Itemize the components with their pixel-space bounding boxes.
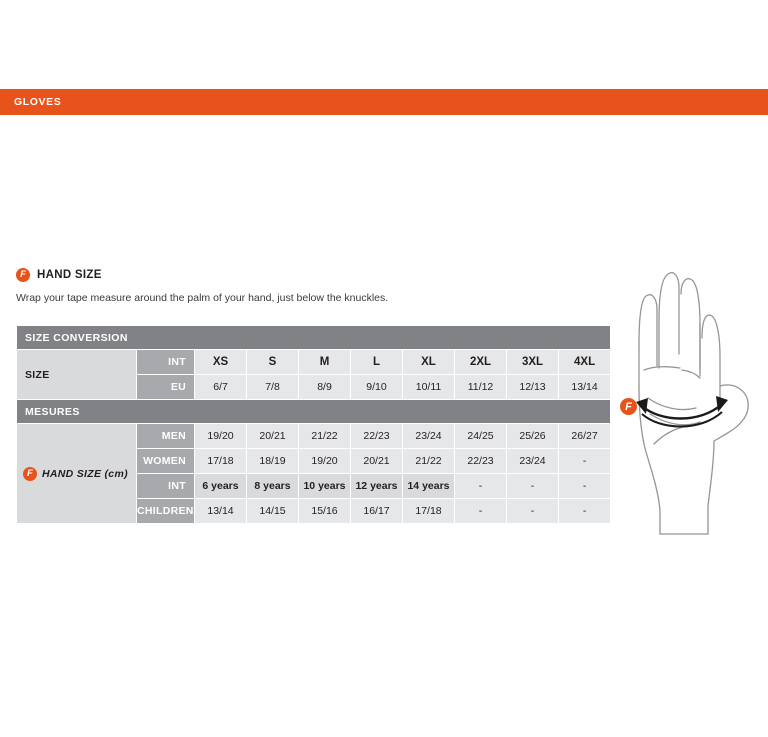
cell-size-xs: XS (195, 350, 247, 375)
cell-children-6: - (455, 499, 507, 524)
cell-size-s: S (247, 350, 299, 375)
table-row (17, 424, 611, 449)
cell-men-7: 25/26 (507, 424, 559, 449)
band-label: MESURES (17, 400, 611, 424)
cell-women-5: 21/22 (403, 449, 455, 474)
brand-f-icon: F (16, 268, 30, 282)
cell-men-1: 19/20 (195, 424, 247, 449)
cell-women-6: 22/23 (455, 449, 507, 474)
cell-eu-6: 11/12 (455, 375, 507, 400)
cell-size-3xl: 3XL (507, 350, 559, 375)
cell-int-child-2: 8 years (247, 474, 299, 499)
cell-eu-3: 8/9 (299, 375, 351, 400)
cell-size-l: L (351, 350, 403, 375)
cell-children-2: 14/15 (247, 499, 299, 524)
page-title: GLOVES (14, 96, 62, 108)
table-row (17, 350, 611, 375)
cell-int-child-8: - (559, 474, 611, 499)
row-group-label-hand-size (17, 424, 137, 524)
cell-int-child-6: - (455, 474, 507, 499)
brand-f-icon: F (23, 467, 37, 481)
row-group-label-size: SIZE (17, 350, 137, 400)
cell-women-3: 19/20 (299, 449, 351, 474)
cell-women-1: 17/18 (195, 449, 247, 474)
cell-eu-7: 12/13 (507, 375, 559, 400)
cell-men-6: 24/25 (455, 424, 507, 449)
cell-men-2: 20/21 (247, 424, 299, 449)
cell-children-3: 15/16 (299, 499, 351, 524)
cell-size-2xl: 2XL (455, 350, 507, 375)
band-label: SIZE CONVERSION (17, 326, 611, 350)
cell-children-8: - (559, 499, 611, 524)
cell-int-child-1: 6 years (195, 474, 247, 499)
row-label-women: WOMEN (137, 449, 195, 474)
cell-int-child-7: - (507, 474, 559, 499)
brand-f-icon: F (620, 398, 637, 415)
cell-int-child-4: 12 years (351, 474, 403, 499)
cell-women-8: - (559, 449, 611, 474)
cell-int-child-3: 10 years (299, 474, 351, 499)
cell-men-3: 21/22 (299, 424, 351, 449)
cell-women-2: 18/19 (247, 449, 299, 474)
section-title: HAND SIZE (37, 269, 102, 281)
size-chart-table (16, 325, 611, 524)
section-heading (16, 268, 102, 282)
cell-men-4: 22/23 (351, 424, 403, 449)
cell-women-7: 23/24 (507, 449, 559, 474)
row-label-int: INT (137, 350, 195, 375)
row-label-children: CHILDREN (137, 499, 195, 524)
cell-size-4xl: 4XL (559, 350, 611, 375)
cell-eu-1: 6/7 (195, 375, 247, 400)
page-header-bar (0, 89, 768, 115)
cell-eu-8: 13/14 (559, 375, 611, 400)
table-band-size-conversion (17, 326, 611, 350)
table-band-mesures (17, 400, 611, 424)
cell-women-4: 20/21 (351, 449, 403, 474)
cell-eu-5: 10/11 (403, 375, 455, 400)
cell-eu-2: 7/8 (247, 375, 299, 400)
row-label-men: MEN (137, 424, 195, 449)
hand-size-label: HAND SIZE (cm) (42, 467, 128, 480)
cell-size-xl: XL (403, 350, 455, 375)
cell-men-5: 23/24 (403, 424, 455, 449)
cell-children-7: - (507, 499, 559, 524)
row-label-int-children: INT (137, 474, 195, 499)
cell-men-8: 26/27 (559, 424, 611, 449)
cell-children-5: 17/18 (403, 499, 455, 524)
cell-int-child-5: 14 years (403, 474, 455, 499)
cell-eu-4: 9/10 (351, 375, 403, 400)
section-instruction: Wrap your tape measure around the palm of your hand, just below the knuckles. (16, 292, 389, 304)
cell-children-1: 13/14 (195, 499, 247, 524)
row-label-eu: EU (137, 375, 195, 400)
cell-children-4: 16/17 (351, 499, 403, 524)
hand-illustration (596, 258, 768, 538)
cell-size-m: M (299, 350, 351, 375)
